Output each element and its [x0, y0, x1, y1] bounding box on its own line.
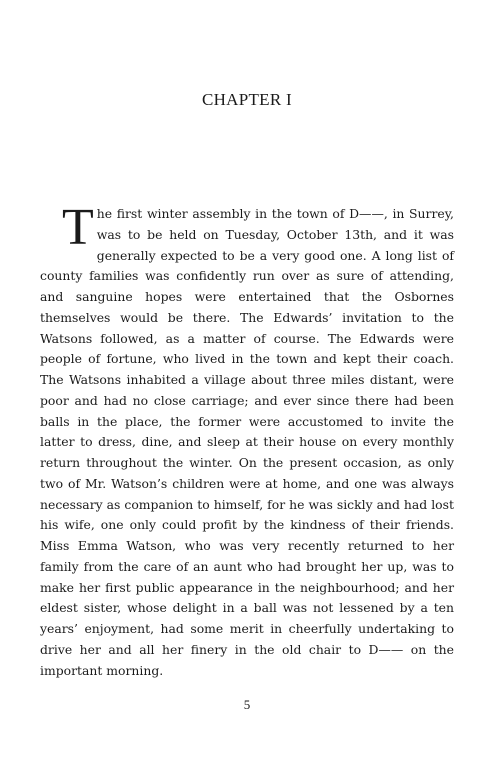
- chapter-title: CHAPTER I: [201, 90, 293, 109]
- page-number: 5: [243, 697, 251, 712]
- drop-cap: T: [62, 199, 94, 256]
- paragraph-text: he first winter assembly in the town of D——, in Surrey, was to be held on Tuesday, October 13th, and it was generally expected to be a very good one. A long list of county families was confidently run over as sure of attending, and sanguine hopes were entertained that the Osbornes themselves would be there. The Edwards’ invitation to the Watsons followed, as a matter of course. The Edwards were people of fortune, who lived in the town and kept their coach. The Watsons inhabited a village about three miles distant, were poor and had no close carriage; and ever since there had been balls in the place, the former were accustomed to invite the latter to dress, dine, and sleep at their house on every monthly return throughout the winter. On the present occasion, as only two of Mr. Watson’s children were at home, and one was always necessary as companion to himself, for he was sickly and had lost his wife, one only could profit by the kindness of their friends. Miss Emma Watson, who was very recently returned to her family from the care of an aunt who had brought her up, was to make her first public appearance in the neighbourhood; and her eldest sister, whose delight in a ball was not lessened by a ten years’ enjoyment, had some merit in cheerfully undertaking to drive her and all her finery in the old chair to D—— on the important morning.: [40, 206, 454, 678]
- body-paragraph: [40, 199, 454, 681]
